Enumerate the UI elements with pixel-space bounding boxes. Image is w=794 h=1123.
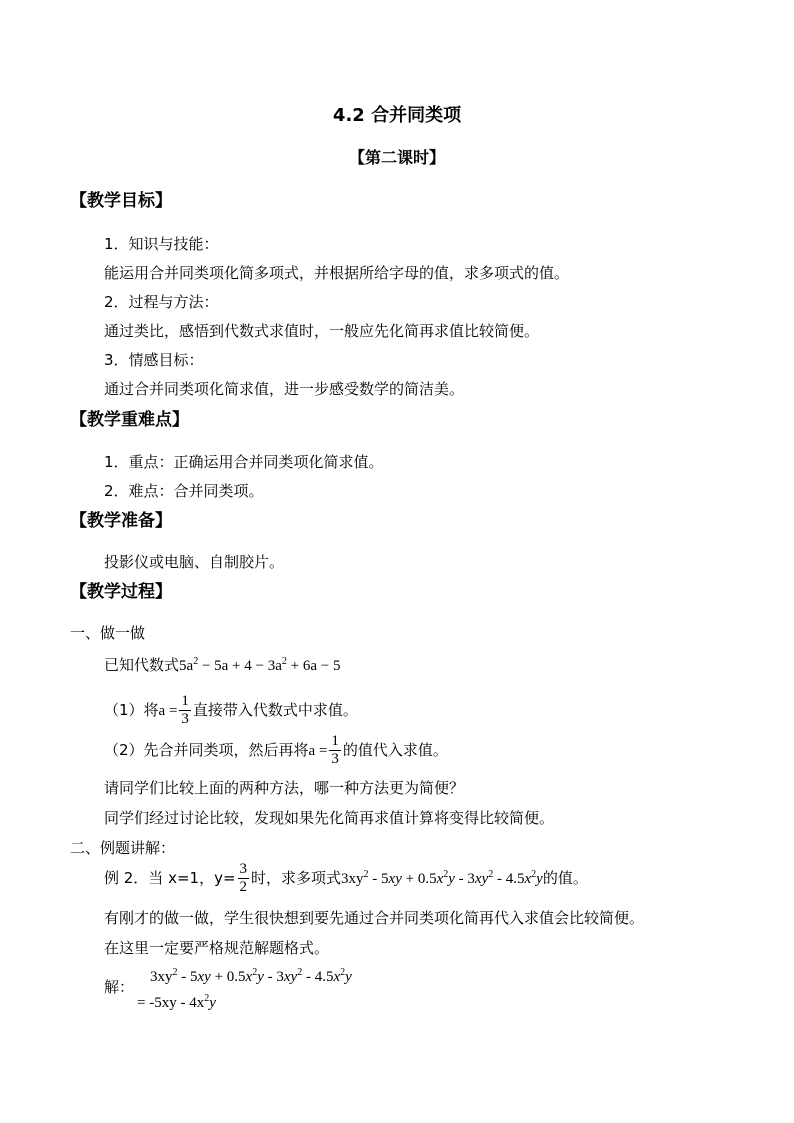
example-2 <box>104 858 588 898</box>
y-frac-num: 3 <box>239 861 248 877</box>
goal-2-text: 通过类比，感悟到代数式求值时，一般应先化简再求值比较简便。 <box>104 322 540 340</box>
question-2 <box>104 732 448 768</box>
given-expression: $5a^2 - 5a + 4 - 3a^2 + 6a - 5$ <box>179 656 341 674</box>
q1-suffix: 直接带入代数式中求值。 <box>192 701 358 719</box>
section-heading-goals: 【教学目标】 <box>70 191 172 211</box>
lesson-period: 【第二课时】 <box>348 148 445 167</box>
example-expression: $3xy^2 - 5xy + 0.5x^2y - 3xy^2 - 4.5x^2y$ <box>341 869 543 887</box>
section-heading-key-points: 【教学重难点】 <box>70 410 189 430</box>
intro-text: 已知代数式 <box>104 656 180 674</box>
q2-fraction <box>329 733 341 768</box>
goal-3-text: 通过合并同类项化简求值，进一步感受数学的简洁美。 <box>104 380 465 398</box>
example-suffix: 的值。 <box>542 869 588 887</box>
part1-intro <box>104 655 340 676</box>
y-fraction <box>238 861 250 896</box>
section-heading-prep: 【教学准备】 <box>70 511 172 531</box>
key-point-2: 2．难点：合并同类项。 <box>104 482 264 500</box>
solution-label: 解： <box>104 978 135 996</box>
prep-text: 投影仪或电脑、自制胶片。 <box>104 553 285 571</box>
compare-question: 请同学们比较上面的两种方法，哪一种方法更为简便？ <box>104 779 465 797</box>
q2-frac-den: 3 <box>331 751 339 767</box>
solution-line-2: = $-5xy - 4x^2y$ <box>137 993 216 1011</box>
page-title: 4.2 合并同类项 <box>332 105 462 126</box>
y-frac-den: 2 <box>239 879 248 895</box>
q2-a-eq: a = <box>308 743 328 759</box>
q2-suffix: 的值代入求值。 <box>342 741 448 759</box>
q1-prefix: （1）将 <box>104 701 159 719</box>
q1-frac-num: 1 <box>181 693 189 709</box>
part1-title: 一、做一做 <box>70 624 146 642</box>
question-1 <box>104 692 358 728</box>
q1-frac-den: 3 <box>181 711 189 727</box>
goal-2-label: 2．过程与方法： <box>104 293 219 311</box>
example-prefix: 例 2．当 x=1，y= <box>104 869 236 887</box>
solution-line-1: $3xy^2 - 5xy + 0.5x^2y - 3xy^2 - 4.5x^2y$ <box>150 967 352 985</box>
q1-fraction <box>179 693 191 728</box>
goal-1-label: 1．知识与技能： <box>104 235 219 253</box>
goal-1-text: 能运用合并同类项化简多项式，并根据所给字母的值，求多项式的值。 <box>104 264 570 282</box>
q2-frac-num: 1 <box>331 733 339 749</box>
goal-3-label: 3．情感目标： <box>104 351 204 369</box>
key-point-1: 1．重点：正确运用合并同类项化简求值。 <box>104 453 384 471</box>
teaching-note-2: 在这里一定要严格规范解题格式。 <box>104 939 330 957</box>
part2-title: 二、例题讲解： <box>70 839 176 857</box>
compare-conclusion: 同学们经过讨论比较，发现如果先化简再求值计算将变得比较简便。 <box>104 809 555 827</box>
teaching-note-1: 有刚才的做一做，学生很快想到要先通过合并同类项化简再代入求值会比较简便。 <box>104 909 645 927</box>
q1-a-eq: a = <box>158 703 178 719</box>
section-heading-process: 【教学过程】 <box>70 582 172 602</box>
q2-prefix: （2）先合并同类项，然后再将 <box>104 741 309 759</box>
example-mid: 时，求多项式 <box>251 869 342 887</box>
